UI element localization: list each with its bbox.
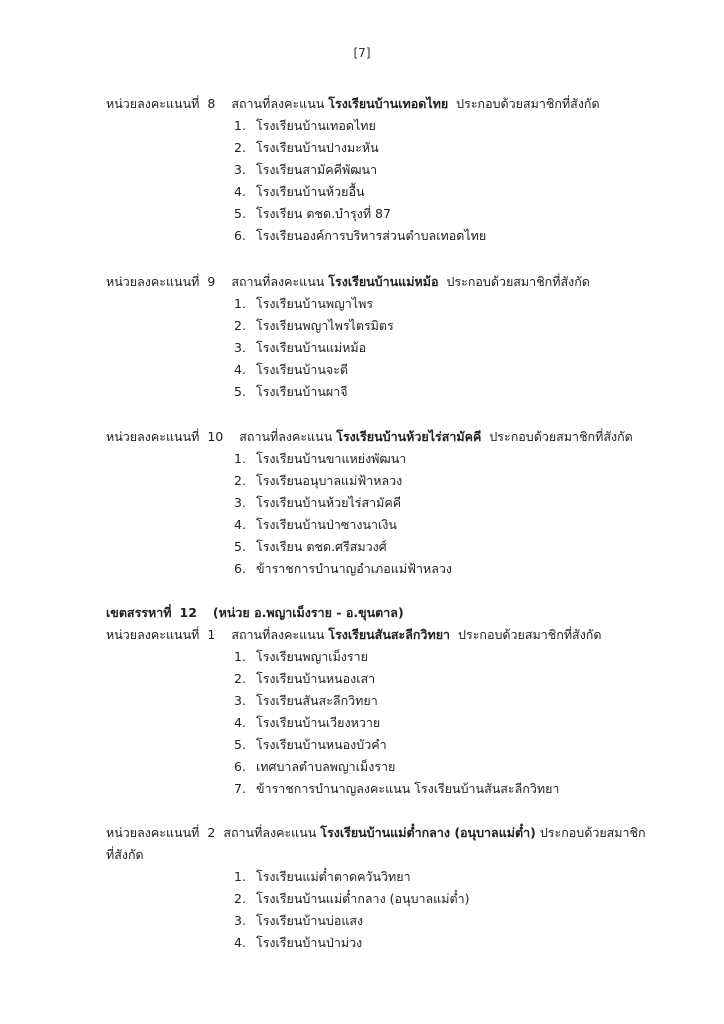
item-text: โรงเรียนสันสะลีกวิทยา [256,693,378,708]
list-item [234,780,559,798]
unit-number: 8 [207,96,216,111]
list-item [234,472,402,490]
list-item [234,736,387,754]
item-text: โรงเรียน ตชด.บำรุงที่ 87 [256,206,391,221]
item-text: โรงเรียนพญาไพรไตรมิตร [256,318,394,333]
item-text: โรงเรียนบ้านแม่ต๋ำกลาง (อนุบาลแม่ต๋ำ) [256,891,470,906]
item-number: 4. [234,715,246,730]
unit-suffix: ประกอบด้วยสมาชิก [539,825,646,840]
item-number: 4. [234,362,246,377]
unit-label: หน่วยลงคะแนนที่ [106,627,200,642]
item-text: โรงเรียนบ้านจะตี [256,362,349,377]
list-item [234,205,391,223]
unit-header [106,95,600,113]
place-label: สถานที่ลงคะแนน [223,825,317,840]
item-text: โรงเรียนบ้านผาจี [256,384,348,399]
item-number: 4. [234,935,246,950]
list-item [234,139,379,157]
item-text: โรงเรียนสามัคคีพัฒนา [256,162,378,177]
list-item [234,912,363,930]
list-item [234,758,395,776]
item-text: โรงเรียนบ้านแม่หม้อ [256,340,367,355]
item-text: ข้าราชการบำนาญอำเภอแม่ฟ้าหลวง [256,561,452,576]
list-item [234,450,406,468]
item-text: โรงเรียนบ้านป่าม่วง [256,935,363,950]
item-text: โรงเรียนบ้านป่าซางนาเงิน [256,517,397,532]
item-number: 2. [234,473,246,488]
unit-label: หน่วยลงคะแนนที่ [106,274,200,289]
unit-header [106,626,601,644]
place-name: โรงเรียนบ้านแม่หม้อ [328,274,439,289]
unit-header [106,273,590,291]
item-number: 1. [234,869,246,884]
district-area: (หน่วย อ.พญาเม็งราย - อ.ขุนตาล) [212,605,404,620]
item-number: 3. [234,495,246,510]
item-text: โรงเรียนบ้านพญาไพร [256,296,374,311]
item-number: 2. [234,318,246,333]
unit-label: หน่วยลงคะแนนที่ [106,96,200,111]
list-item [234,714,380,732]
item-text: โรงเรียนอนุบาลแม่ฟ้าหลวง [256,473,403,488]
unit-suffix: ประกอบด้วยสมาชิกที่สังกัด [458,627,602,642]
list-item [234,494,401,512]
place-name: โรงเรียนบ้านแม่ต๋ำกลาง (อนุบาลแม่ต๋ำ) [320,825,536,840]
list-item [234,538,387,556]
item-text: โรงเรียนบ้านหนองบัวคำ [256,737,387,752]
item-number: 2. [234,671,246,686]
district-header [106,604,404,622]
district-number: 12 [179,605,197,620]
place-name: โรงเรียนบ้านเทอดไทย [328,96,449,111]
list-item [234,383,348,401]
list-item [234,361,348,379]
place-label: สถานที่ลงคะแนน [231,274,325,289]
page-number: [7] [353,46,371,60]
district-label: เขตสรรหาที่ [106,605,172,620]
unit-number: 10 [207,429,224,444]
unit-header [106,428,633,446]
list-item [234,339,366,357]
unit-number: 9 [207,274,216,289]
item-number: 5. [234,737,246,752]
item-number: 1. [234,296,246,311]
item-text: เทศบาลตำบลพญาเม็งราย [256,759,396,774]
unit-number: 1 [207,627,216,642]
item-number: 1. [234,451,246,466]
unit-suffix: ประกอบด้วยสมาชิกที่สังกัด [456,96,600,111]
item-text: โรงเรียนบ้านห้วยอื้น [256,184,365,199]
unit-suffix: ประกอบด้วยสมาชิกที่สังกัด [489,429,633,444]
unit-label: หน่วยลงคะแนนที่ [106,429,200,444]
list-item [234,934,362,952]
place-label: สถานที่ลงคะแนน [231,96,325,111]
item-number: 3. [234,162,246,177]
item-number: 1. [234,649,246,664]
list-item [234,560,452,578]
list-item [234,890,470,908]
item-number: 4. [234,517,246,532]
unit-suffix-continuation: ที่สังกัด [106,847,144,862]
item-number: 3. [234,340,246,355]
list-item [234,670,375,688]
item-text: โรงเรียนบ้านหนองเสา [256,671,376,686]
list-item [234,227,486,245]
list-item [234,317,394,335]
place-name: โรงเรียนสันสะลีกวิทยา [328,627,451,642]
item-number: 6. [234,759,246,774]
list-item [234,295,373,313]
list-item [234,183,365,201]
place-name: โรงเรียนบ้านห้วยไร่สามัคคี [336,429,482,444]
item-number: 3. [234,913,246,928]
item-number: 5. [234,206,246,221]
place-label: สถานที่ลงคะแนน [239,429,333,444]
list-item [234,516,397,534]
place-label: สถานที่ลงคะแนน [231,627,325,642]
item-number: 5. [234,539,246,554]
unit-label: หน่วยลงคะแนนที่ [106,825,200,840]
item-number: 6. [234,561,246,576]
item-number: 2. [234,140,246,155]
item-text: ข้าราชการบำนาญลงคะแนน โรงเรียนบ้านสันสะลีกวิทยา [256,781,560,796]
item-number: 3. [234,693,246,708]
item-text: โรงเรียนบ้านขาแหย่งพัฒนา [256,451,407,466]
list-item [234,868,411,886]
item-text: โรงเรียนบ้านเทอดไทย [256,118,376,133]
list-item [234,648,368,666]
list-item [234,161,377,179]
list-item [234,692,378,710]
item-number: 6. [234,228,246,243]
item-number: 7. [234,781,246,796]
item-number: 1. [234,118,246,133]
item-number: 4. [234,184,246,199]
item-text: โรงเรียนบ้านห้วยไร่สามัคคี [256,495,402,510]
item-number: 2. [234,891,246,906]
item-text: โรงเรียนแม่ต๋ำตาดควันวิทยา [256,869,411,884]
list-item [234,117,376,135]
unit-suffix: ประกอบด้วยสมาชิกที่สังกัด [446,274,590,289]
item-text: โรงเรียนบ้านปางมะหัน [256,140,379,155]
item-number: 5. [234,384,246,399]
unit-number: 2 [207,825,216,840]
item-text: โรงเรียนองค์การบริหารส่วนตำบลเทอดไทย [256,228,487,243]
item-text: โรงเรียน ตชด.ศรีสมวงศ์ [256,539,387,554]
item-text: โรงเรียนพญาเม็งราย [256,649,368,664]
unit-header [106,824,646,842]
item-text: โรงเรียนบ้านบ่อแสง [256,913,364,928]
item-text: โรงเรียนบ้านเวียงหวาย [256,715,381,730]
